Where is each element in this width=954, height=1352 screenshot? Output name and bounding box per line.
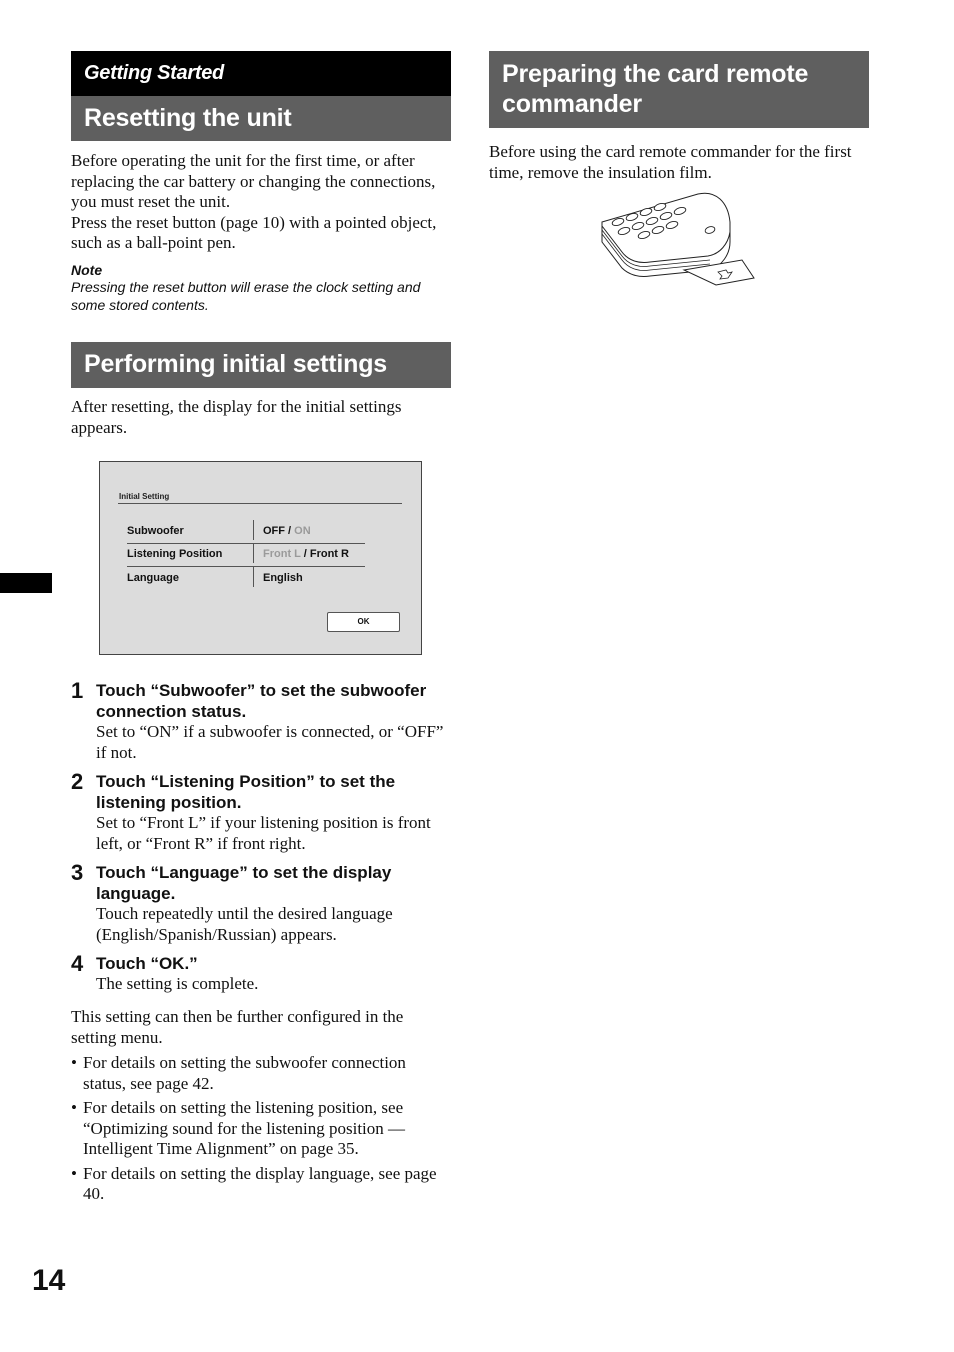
- bullet: •: [71, 1098, 77, 1117]
- bullet-text: For details on setting the subwoofer connection status, see page 42.: [83, 1053, 406, 1093]
- list-item: [71, 1098, 451, 1160]
- after-steps: [71, 1007, 451, 1209]
- card-remote-para: Before using the card remote commander for the first time, remove the insulation film.: [489, 142, 852, 182]
- value-front-l: Front L: [263, 548, 301, 560]
- step-1: [71, 680, 451, 763]
- steps-list: [71, 680, 451, 1003]
- value-on: ON: [294, 525, 311, 537]
- screen-row-subwoofer[interactable]: [127, 520, 365, 544]
- bullet: •: [71, 1053, 77, 1072]
- value-sep: /: [285, 525, 295, 537]
- row-value: [263, 525, 311, 537]
- row-divider: [253, 543, 254, 563]
- value-off: OFF: [263, 525, 285, 537]
- step-title: Touch “Language” to set the display language.: [96, 863, 392, 903]
- row-label: Language: [127, 572, 179, 584]
- value-english: English: [263, 572, 303, 584]
- step-number: 3: [71, 860, 84, 885]
- step-2: [71, 771, 451, 854]
- step-title: Touch “OK.”: [96, 954, 198, 973]
- step-4: [71, 953, 451, 995]
- row-label: Subwoofer: [127, 525, 184, 537]
- note-title: Note: [71, 261, 103, 278]
- step-title: Touch “Subwoofer” to set the subwoofer connection status.: [96, 681, 427, 721]
- list-item: [71, 1164, 451, 1205]
- screen-title: Initial Setting: [119, 492, 170, 501]
- step-desc: Set to “Front L” if your listening position is front left, or “Front R” if front right.: [96, 813, 431, 853]
- screen-row-language[interactable]: [127, 567, 365, 590]
- resetting-body: [71, 151, 451, 314]
- details-bullets: [71, 1053, 451, 1205]
- right-column: [489, 51, 869, 183]
- row-value: [263, 548, 349, 560]
- step-title: Touch “Listening Position” to set the listening position.: [96, 772, 396, 812]
- row-label: Listening Position: [127, 548, 223, 560]
- row-divider: [253, 520, 254, 540]
- resetting-para-1: Before operating the unit for the first time, or after replacing the car battery or changing the connections, you must reset the unit.: [71, 151, 436, 211]
- initial-settings-intro: After resetting, the display for the initial settings appears.: [71, 397, 402, 437]
- page-number: 14: [32, 1264, 66, 1297]
- card-remote-heading: Preparing the card remote commander: [489, 51, 869, 128]
- card-remote-illustration: [598, 192, 758, 287]
- step-number: 4: [71, 951, 84, 976]
- list-item: [71, 1053, 451, 1094]
- note-text: Pressing the reset button will erase the clock setting and some stored contents.: [71, 278, 421, 313]
- ok-button[interactable]: OK: [327, 612, 400, 632]
- bullet-text: For details on setting the listening position, see “Optimizing sound for the listening position — Intelligent Time Alignment” on page 35.: [83, 1098, 406, 1158]
- step-desc: Touch repeatedly until the desired language (English/Spanish/Russian) appears.: [96, 904, 393, 944]
- resetting-para-2: Press the reset button (page 10) with a pointed object, such as a ball-point pen.: [71, 212, 437, 252]
- section-tag: Getting Started: [71, 51, 451, 96]
- after-text: This setting can then be further configured in the setting menu.: [71, 1007, 404, 1047]
- value-front-r: Front R: [309, 548, 349, 560]
- screen-title-rule: [118, 503, 402, 504]
- step-number: 1: [71, 678, 84, 703]
- side-tab-marker: [0, 573, 52, 593]
- step-desc: Set to “ON” if a subwoofer is connected, or “OFF” if not.: [96, 722, 444, 762]
- row-divider: [253, 567, 254, 587]
- screen-row-listening-position[interactable]: [127, 543, 365, 567]
- initial-settings-heading: Performing initial settings: [71, 342, 451, 388]
- bullet-text: For details on setting the display language, see page 40.: [83, 1163, 437, 1203]
- value-sep: /: [300, 548, 310, 560]
- left-column: [71, 51, 451, 437]
- step-number: 2: [71, 769, 84, 794]
- step-3: [71, 862, 451, 945]
- resetting-heading: Resetting the unit: [71, 96, 451, 141]
- initial-setting-screen: [99, 461, 422, 655]
- step-desc: The setting is complete.: [96, 974, 259, 993]
- bullet: •: [71, 1163, 77, 1183]
